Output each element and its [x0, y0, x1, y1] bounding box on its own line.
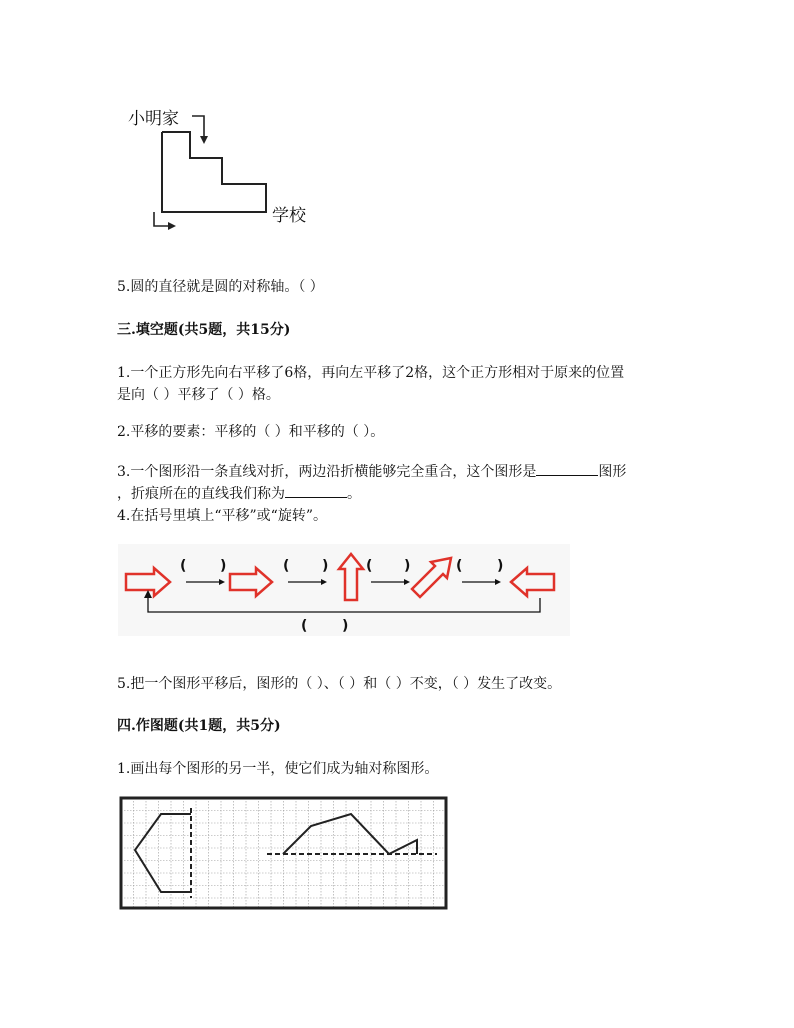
q3-text-b: 图形 — [598, 464, 627, 480]
drawing-question-1: 1.画出每个图形的另一半，使它们成为轴对称图形。 — [117, 761, 439, 777]
start-arrow-line — [192, 116, 204, 138]
school-label: 学校 — [272, 206, 306, 226]
paren-close: ) — [322, 558, 329, 574]
fill-question-1-line1: 1.一个正方形先向右平移了6格，再向左平移了2格，这个正方形相对于原来的位置 — [117, 365, 625, 381]
home-label: 小明家 — [128, 109, 179, 129]
end-arrowhead — [168, 222, 176, 230]
end-arrow-line — [154, 212, 170, 226]
fill-question-4: 4.在括号里填上“平移”或“旋转”。 — [117, 508, 327, 524]
symmetry-grid-figure — [119, 796, 448, 910]
route-figure — [120, 100, 340, 240]
answer-blank[interactable] — [285, 483, 347, 498]
paren-close: ) — [497, 558, 504, 574]
paren-close: ) — [342, 618, 349, 634]
paren-open: ( — [283, 558, 290, 574]
left-half-shape — [135, 814, 191, 892]
paren-open: ( — [180, 558, 187, 574]
route-path-diagram — [120, 100, 340, 240]
fill-question-1-line2: 是向（ ）平移了（ ）格。 — [117, 387, 280, 403]
route-path — [162, 132, 266, 212]
paren-open: ( — [366, 558, 373, 574]
q3-text-c: ，折痕所在的直线我们称为 — [117, 486, 285, 502]
paren-open: ( — [301, 618, 308, 634]
fill-question-3-line1 — [117, 461, 626, 483]
fill-question-3-line2 — [117, 483, 361, 505]
arrows-figure — [118, 544, 570, 636]
fill-question-2: 2.平移的要素：平移的（ ）和平移的（ ）。 — [117, 424, 385, 440]
paren-close: ) — [220, 558, 227, 574]
paren-close: ) — [404, 558, 411, 574]
section-3-title: 三.填空题(共5题，共15分) — [117, 322, 291, 338]
judge-question-5: 5.圆的直径就是圆的对称轴。（ ） — [117, 279, 324, 295]
fill-question-5: 5.把一个图形平移后，图形的（ ）、（ ）和（ ）不变，（ ）发生了改变。 — [117, 676, 562, 692]
start-arrowhead — [200, 136, 208, 144]
answer-blank[interactable] — [536, 461, 598, 476]
section-4-title: 四.作图题(共1题，共5分) — [117, 718, 281, 734]
paren-open: ( — [456, 558, 463, 574]
q3-text-d: 。 — [347, 486, 361, 502]
q3-text-a: 3.一个图形沿一条直线对折，两边沿折横能够完全重合，这个图形是 — [117, 464, 537, 480]
